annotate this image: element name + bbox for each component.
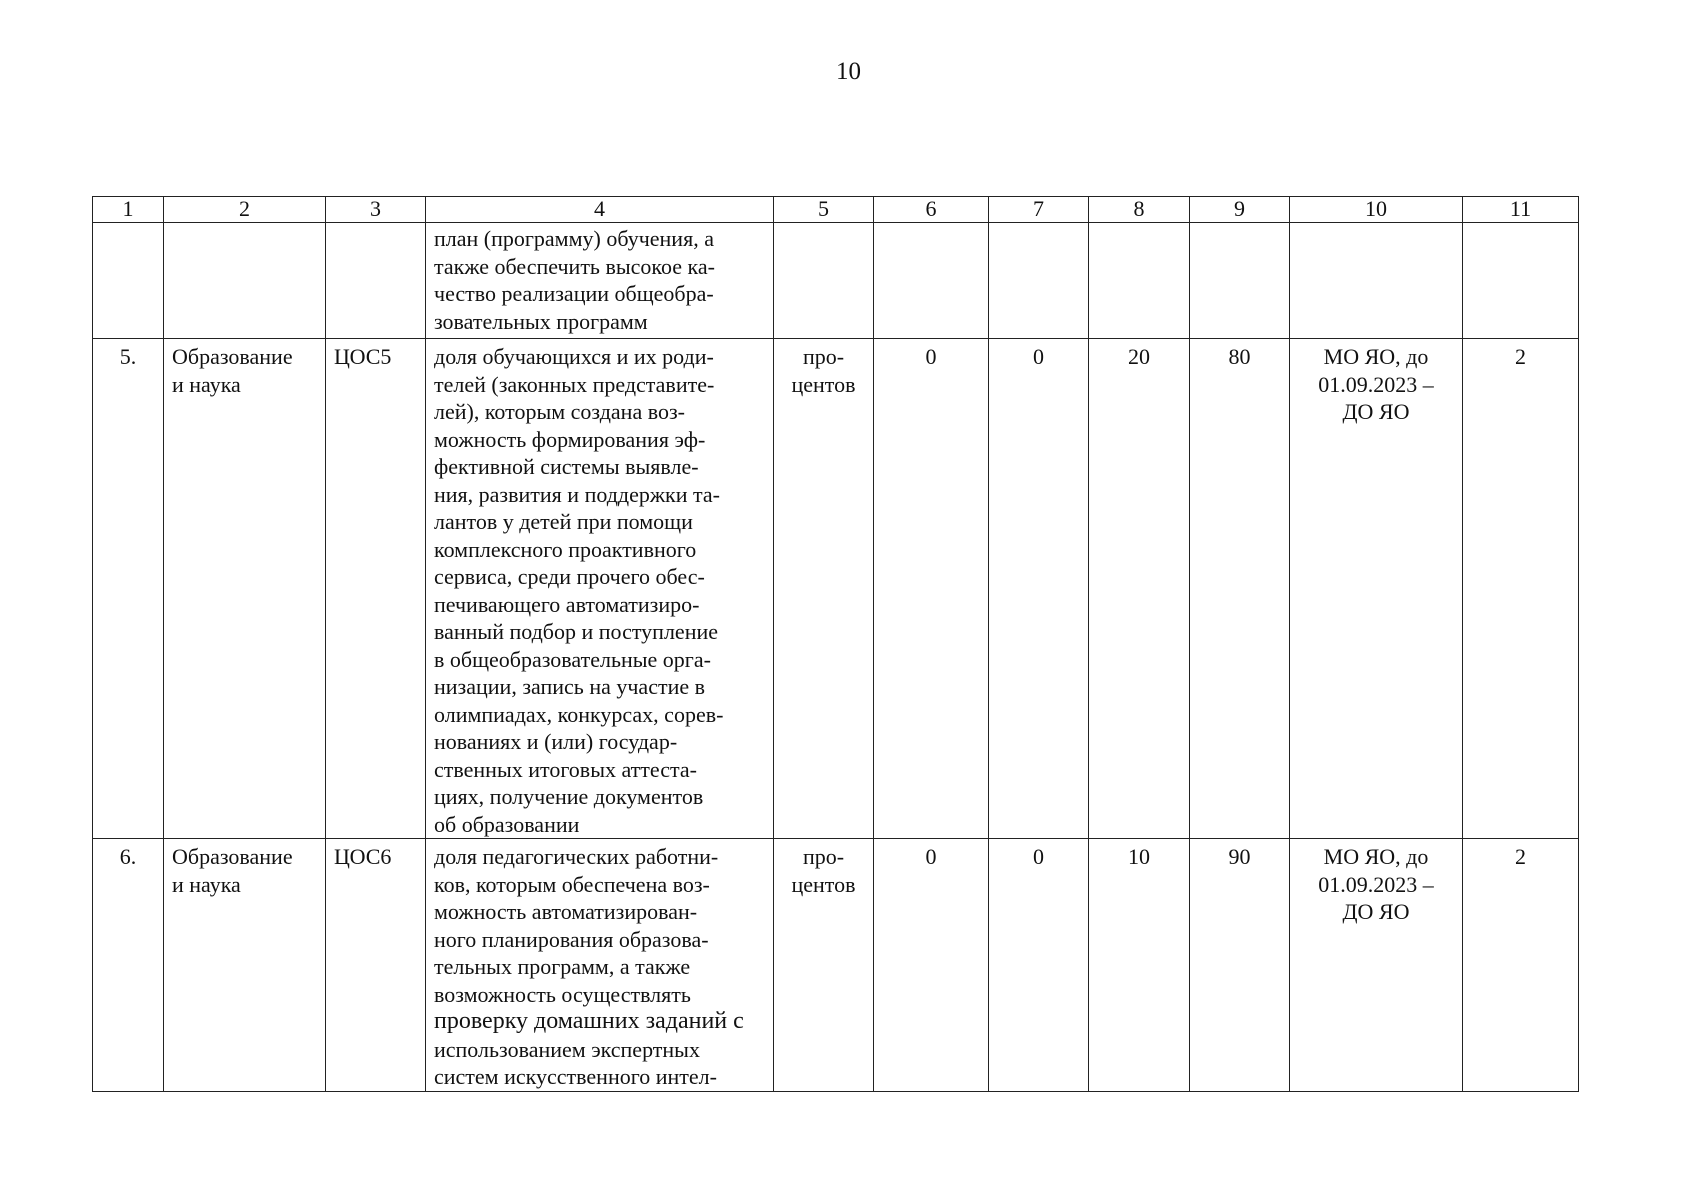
sector-cell-line: Образование [172,844,293,869]
code-cell: ЦОС5 [326,339,426,839]
description-cell-line: низации, запись на участие в [434,674,706,699]
description-cell-line: сервиса, среди прочего обес- [434,564,705,589]
table-row [93,839,1579,1092]
description-cell-line: олимпиадах, конкурсах, сорев- [434,701,724,727]
description-cell-line: можность автоматизирован- [434,899,698,924]
description-cell-line: план (программу) обучения, а [434,226,714,251]
sector-cell [164,839,326,1092]
column-header-9: 9 [1190,197,1290,223]
unit-cell [774,839,874,1092]
description-cell-line: можность формирования эф- [434,426,706,452]
column-header-7: 7 [989,197,1089,223]
sector-cell-line: Образование [172,344,293,369]
column-header-8: 8 [1089,197,1190,223]
value-col-9: 80 [1190,339,1290,839]
unit-cell [774,339,874,839]
row-number: 5. [93,339,164,839]
description-cell-line: нованиях и (или) государ- [434,729,678,754]
code-cell: ЦОС6 [326,839,426,1092]
column-header-2: 2 [164,197,326,223]
description-cell-line: циях, получение документов [434,784,704,809]
value-col-8: 20 [1089,339,1190,839]
description-cell-line: использованием экспертных [434,1036,700,1062]
description-cell-line: ванный подбор и поступление [434,619,719,644]
responsible-cell [1290,223,1463,339]
description-cell-line: также обеспечить высокое ка- [434,253,715,279]
description-cell-line: ков, которым обеспечена воз- [434,871,710,897]
responsible-cell [1290,839,1463,1092]
description-cell-line: в общеобразовательные орга- [434,646,711,672]
row-number [93,223,164,339]
value-col-7 [989,223,1089,339]
column-header-1: 1 [93,197,164,223]
responsible-cell-line: ДО ЯО [1342,899,1410,924]
description-cell-line: ния, развития и поддержки та- [434,481,720,507]
description-cell-line: лантов у детей при помощи [434,509,693,534]
description-cell-line: возможность осуществлять [434,981,691,1007]
description-cell-line: чество реализации общеобра- [434,281,714,306]
description-cell [426,339,774,839]
description-cell-line: телей (законных представите- [434,371,715,397]
description-cell [426,839,774,1092]
description-cell-line: ственных итоговых аттеста- [434,756,697,782]
description-cell-line: доля обучающихся и их роди- [434,344,714,369]
row-number: 6. [93,839,164,1092]
value-col-8 [1089,223,1190,339]
description-cell-line: комплексного проактивного [434,536,697,562]
description-cell-line: об образовании [434,811,580,837]
sector-cell-line: и наука [172,371,241,397]
value-col-9 [1190,223,1290,339]
value-col-6 [874,223,989,339]
sector-cell-line: и наука [172,871,241,897]
description-cell-line: ного планирования образова- [434,926,709,952]
value-col-11: 2 [1463,339,1579,839]
responsible-cell-line: ДО ЯО [1342,399,1410,424]
responsible-cell-line: МО ЯО, до [1323,844,1429,869]
responsible-cell-line: МО ЯО, до [1323,344,1429,369]
value-col-11 [1463,223,1579,339]
column-header-11: 11 [1463,197,1579,223]
description-cell-line: проверку домашних заданий с [434,1008,744,1034]
description-cell-line: печивающего автоматизиро- [434,591,700,617]
description-cell-line: лей), которым создана воз- [434,399,685,424]
sector-cell [164,223,326,339]
description-cell-line: доля педагогических работни- [434,844,719,869]
table-header-row [93,197,1579,223]
value-col-9: 90 [1190,839,1290,1092]
column-header-3: 3 [326,197,426,223]
description-cell-line: зовательных программ [434,308,648,334]
value-col-6: 0 [874,339,989,839]
unit-cell [774,223,874,339]
value-col-7: 0 [989,839,1089,1092]
column-header-6: 6 [874,197,989,223]
column-header-4: 4 [426,197,774,223]
description-cell-line: тельных программ, а также [434,954,691,979]
page-number: 10 [836,58,861,85]
column-header-5: 5 [774,197,874,223]
value-col-6: 0 [874,839,989,1092]
description-cell-line: фективной системы выявле- [434,454,699,479]
column-header-10: 10 [1290,197,1463,223]
unit-cell-line: про- [802,844,845,869]
code-cell [326,223,426,339]
value-col-11: 2 [1463,839,1579,1092]
sector-cell [164,339,326,839]
unit-cell-line: про- [802,344,845,369]
unit-cell-line: центов [791,871,856,897]
description-cell [426,223,774,339]
value-col-8: 10 [1089,839,1190,1092]
description-cell-line: систем искусственного интел- [434,1064,717,1089]
responsible-cell [1290,339,1463,839]
unit-cell-line: центов [791,371,856,397]
responsible-cell-line: 01.09.2023 – [1318,871,1434,897]
responsible-cell-line: 01.09.2023 – [1318,371,1434,397]
indicators-table [92,196,1579,1092]
table-row [93,339,1579,839]
value-col-7: 0 [989,339,1089,839]
table-row [93,223,1579,339]
